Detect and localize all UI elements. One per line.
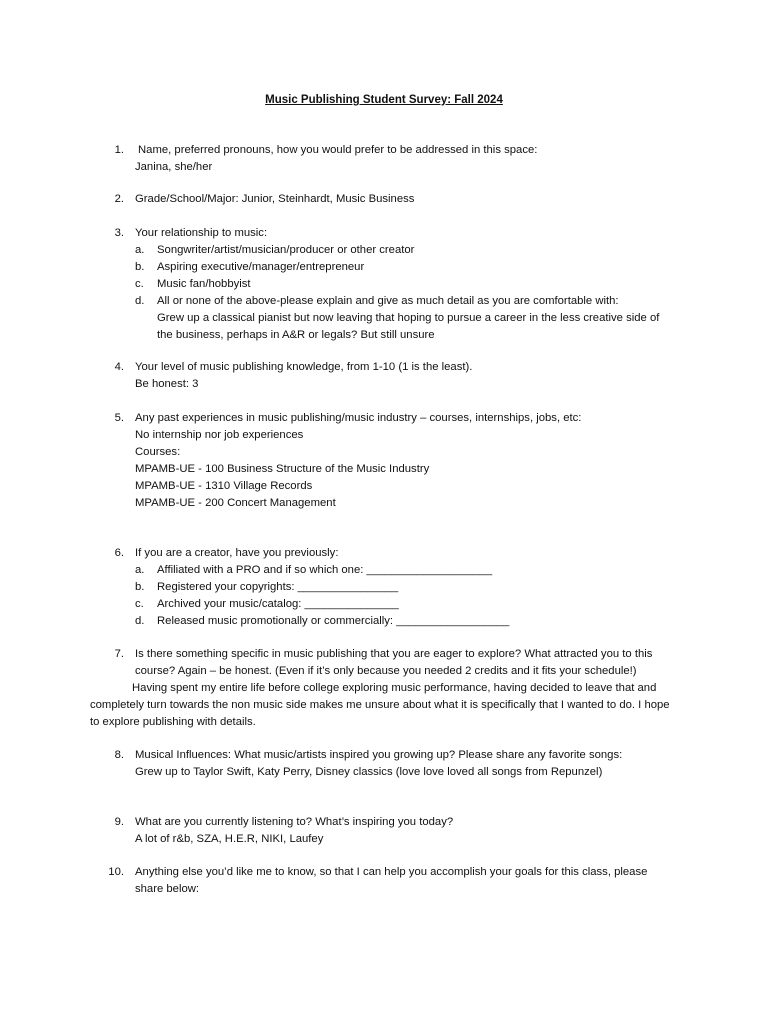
question-number: 6. <box>114 547 124 559</box>
question-prompt: Your relationship to music: <box>135 227 268 239</box>
question-number: 8. <box>114 749 124 761</box>
option-letter: a. <box>135 564 145 576</box>
answer-line: MPAMB-UE - 200 Concert Management <box>135 497 336 509</box>
question-answer: the business, perhaps in A&R or legals? But still unsure <box>157 329 435 341</box>
option-letter: d. <box>135 295 145 307</box>
option-text: Aspiring executive/manager/entrepreneur <box>157 261 365 273</box>
option-text: Released music promotionally or commercially: __________________ <box>157 615 510 627</box>
option-c <box>135 276 680 293</box>
answer-line: Courses: <box>135 446 181 458</box>
option-a <box>135 562 680 579</box>
question-prompt: Grade/School/Major: Junior, Steinhardt, Music Business <box>135 193 415 205</box>
question-number: 3. <box>114 227 124 239</box>
question-7-answer: Having spent my entire life before college exploring music performance, having decided to leave that and completely turn towards the non music side makes me unsure about what it is specifically that I wanted to do. I hope to explore publishing with details. <box>90 682 670 728</box>
question-number: 9. <box>114 816 124 828</box>
question-prompt: Anything else you’d like me to know, so that I can help you accomplish your goals for this class, please <box>135 866 648 878</box>
question-prompt: Your level of music publishing knowledge, from 1-10 (1 is the least). <box>135 361 473 373</box>
option-letter: c. <box>135 278 144 290</box>
question-answer: Grew up to Taylor Swift, Katy Perry, Disney classics (love love loved all songs from Repunzel) <box>135 766 603 778</box>
page-title: Music Publishing Student Survey: Fall 2024 <box>265 94 503 106</box>
option-text: Affiliated with a PRO and if so which one: ____________________ <box>157 564 493 576</box>
option-letter: c. <box>135 598 144 610</box>
question-answer: Janina, she/her <box>135 161 213 173</box>
question-answer: Grew up a classical pianist but now leaving that hoping to pursue a career in the less creative side of <box>157 312 660 324</box>
option-text: Songwriter/artist/musician/producer or other creator <box>157 244 415 256</box>
question-prompt: Musical Influences: What music/artists inspired you growing up? Please share any favorite songs: <box>135 749 623 761</box>
question-prompt: Any past experiences in music publishing/music industry – courses, internships, jobs, etc: <box>135 412 582 424</box>
option-a <box>135 242 680 259</box>
question-prompt: share below: <box>135 883 200 895</box>
question-prompt: What are you currently listening to? What’s inspiring you today? <box>135 816 454 828</box>
option-d <box>135 293 680 310</box>
question-number: 10. <box>108 866 124 878</box>
option-letter: b. <box>135 261 145 273</box>
option-letter: d. <box>135 615 145 627</box>
option-b <box>135 579 680 596</box>
option-text: Music fan/hobbyist <box>157 278 251 290</box>
option-letter: b. <box>135 581 145 593</box>
question-prompt: Is there something specific in music publishing that you are eager to explore? What attracted you to this <box>135 648 653 660</box>
question-number: 7. <box>114 648 124 660</box>
question-number: 2. <box>114 193 124 205</box>
answer-line: No internship nor job experiences <box>135 429 304 441</box>
question-number: 4. <box>114 361 124 373</box>
answer-line: MPAMB-UE - 1310 Village Records <box>135 480 313 492</box>
question-number: 1. <box>114 144 124 156</box>
option-text: All or none of the above-please explain and give as much detail as you are comfortable with: <box>157 295 619 307</box>
question-answer: Be honest: 3 <box>135 378 199 390</box>
question-prompt: If you are a creator, have you previously: <box>135 547 339 559</box>
option-d <box>135 613 680 630</box>
option-letter: a. <box>135 244 145 256</box>
answer-line: MPAMB-UE - 100 Business Structure of the Music Industry <box>135 463 430 475</box>
option-c <box>135 596 680 613</box>
question-number: 5. <box>114 412 124 424</box>
question-answer: A lot of r&b, SZA, H.E.R, NIKI, Laufey <box>135 833 324 845</box>
question-prompt: course? Again – be honest. (Even if it’s only because you needed 2 credits and it fits your schedule!) <box>135 665 637 677</box>
option-text: Archived your music/catalog: _______________ <box>157 598 399 610</box>
option-b <box>135 259 680 276</box>
option-text: Registered your copyrights: ________________ <box>157 581 399 593</box>
question-prompt: Name, preferred pronouns, how you would prefer to be addressed in this space: <box>138 144 538 156</box>
